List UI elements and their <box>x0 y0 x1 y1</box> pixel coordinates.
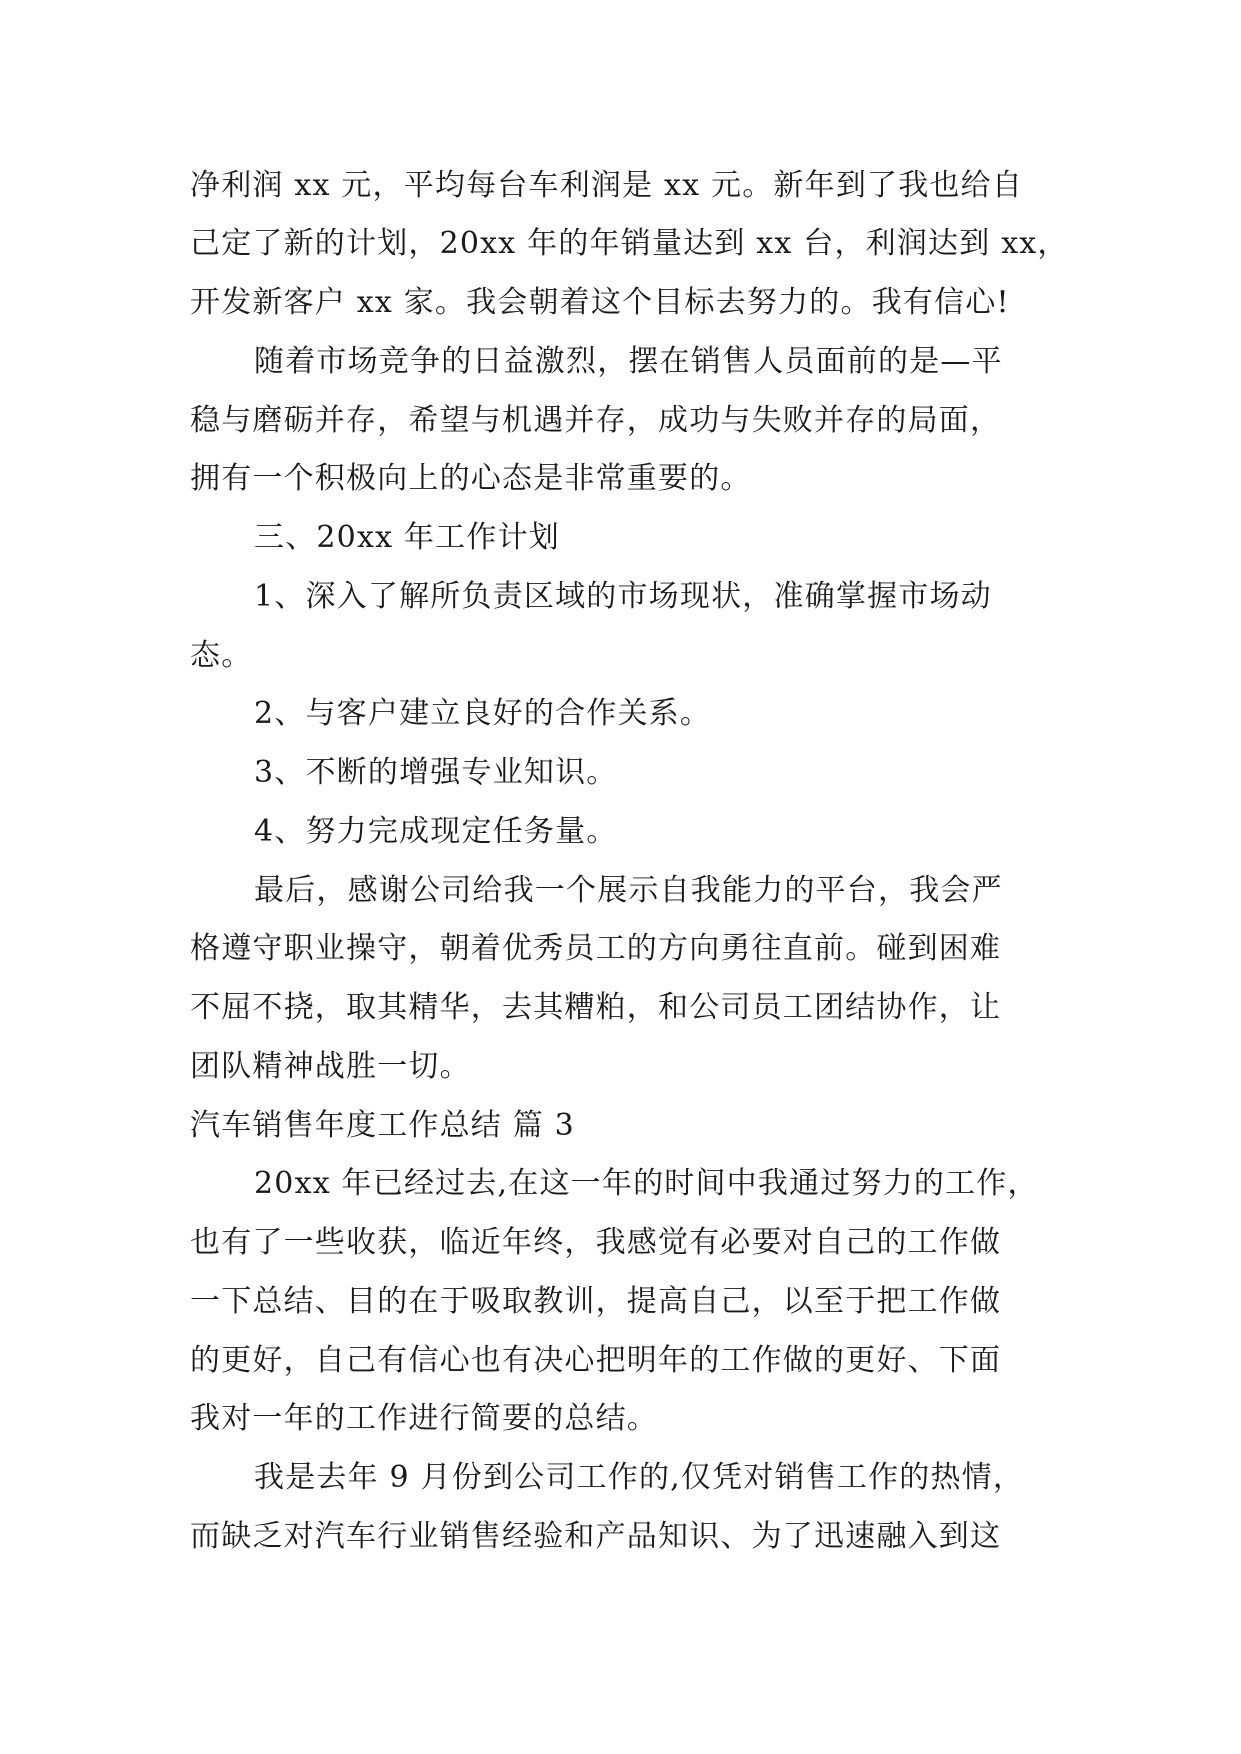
paragraph-first-line: 最后，感谢公司给我一个展示自我能力的平台，我会严 <box>254 873 1003 908</box>
list-item: 4、努力完成现定任务量。 <box>254 814 618 849</box>
text-line: 开发新客户 xx 家。我会朝着这个目标去努力的。我有信心! <box>190 285 1010 320</box>
text-line: 稳与磨砺并存，希望与机遇并存，成功与失败并存的局面， <box>190 403 1002 438</box>
text-line: 一下总结、目的在于吸取教训，提高自己，以至于把工作做 <box>190 1284 1002 1319</box>
text-line: 而缺乏对汽车行业销售经验和产品知识、为了迅速融入到这 <box>190 1519 1002 1554</box>
list-item: 1、深入了解所负责区域的市场现状，准确掌握市场动 <box>254 579 992 614</box>
text-line: 格遵守职业操守，朝着优秀员工的方向勇往直前。碰到困难 <box>190 931 1002 966</box>
text-line: 拥有一个积极向上的心态是非常重要的。 <box>190 461 752 496</box>
list-item: 2、与客户建立良好的合作关系。 <box>254 696 712 731</box>
text-line: 态。 <box>190 638 253 673</box>
paragraph-first-line: 20xx 年已经过去,在这一年的时间中我通过努力的工作， <box>254 1166 1039 1201</box>
article-title: 汽车销售年度工作总结 篇 3 <box>190 1108 575 1143</box>
list-item: 3、不断的增强专业知识。 <box>254 755 618 790</box>
text-line: 我对一年的工作进行简要的总结。 <box>190 1401 658 1436</box>
text-line: 净利润 xx 元，平均每台车利润是 xx 元。新年到了我也给自 <box>190 168 1024 203</box>
text-line: 的更好，自己有信心也有决心把明年的工作做的更好、下面 <box>190 1343 1002 1378</box>
text-line: 团队精神战胜一切。 <box>190 1049 471 1084</box>
section-heading: 三、20xx 年工作计划 <box>254 520 560 555</box>
text-line: 也有了一些收获，临近年终，我感觉有必要对自己的工作做 <box>190 1225 1002 1260</box>
text-line: 己定了新的计划，20xx 年的年销量达到 xx 台，利润达到 xx， <box>190 226 1069 261</box>
paragraph-first-line: 随着市场竞争的日益激烈，摆在销售人员面前的是—平 <box>254 344 1003 379</box>
text-line: 不屈不挠，取其精华，去其糟粕，和公司员工团结协作，让 <box>190 990 1002 1025</box>
paragraph-first-line: 我是去年 9 月份到公司工作的,仅凭对销售工作的热情， <box>254 1460 1025 1495</box>
